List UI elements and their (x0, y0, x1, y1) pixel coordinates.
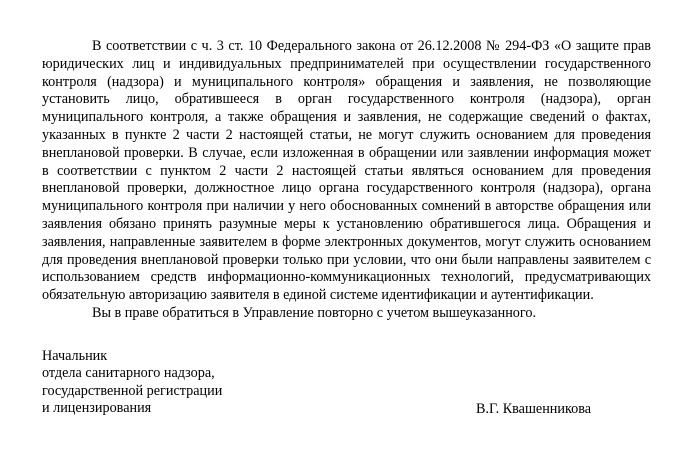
signer-position-line: Начальник (42, 348, 108, 364)
signer-department-line: отдела санитарного надзора, (42, 365, 215, 382)
paragraph-legal-basis: В соответствии с ч. 3 ст. 10 Федерального закона от 26.12.2008 № 294-ФЗ «О защите прав юридических лиц и индивидуальных предпринимателей при осуществлении государственного контроля (надзора) и муниципального контроля» обращения и заявления, не позволяющие установить лицо, обратившееся в орган государственного контроля (надзора), орган муниципального контроля, а также обращения и заявления, не содержащие сведений о фактах, указанных в пункте 2 части 2 настоящей статьи, не могут служить основанием для проведения внеплановой проверки. В случае, если изложенная в обращении или заявлении информация может в соответствии с пунктом 2 части 2 настоящей статьи являться основанием для проведения внеплановой проверки, должностное лицо органа государственного контроля (надзора), органа муниципального контроля при наличии у него обоснованных сомнений в авторстве обращения или заявления обязано принять разумные меры к установлению обратившегося лица. Обращения и заявления, направленные заявителем в форме электронных документов, могут служить основанием для проведения внеплановой проверки только при условии, что они были направлены заявителем с использованием средств информационно-коммуникационных технологий, предусматривающих обязательную авторизацию заявителя в единой системе идентификации и аутентификации. (42, 38, 651, 304)
letter-body (42, 38, 651, 323)
paragraph-reapply-notice: Вы в праве обратиться в Управление повторно с учетом вышеуказанного. (92, 304, 536, 321)
signer-department-line: государственной регистрации (42, 382, 223, 399)
signer-name: В.Г. Квашенникова (476, 401, 592, 417)
signer-department-line: и лицензирования (42, 400, 152, 417)
